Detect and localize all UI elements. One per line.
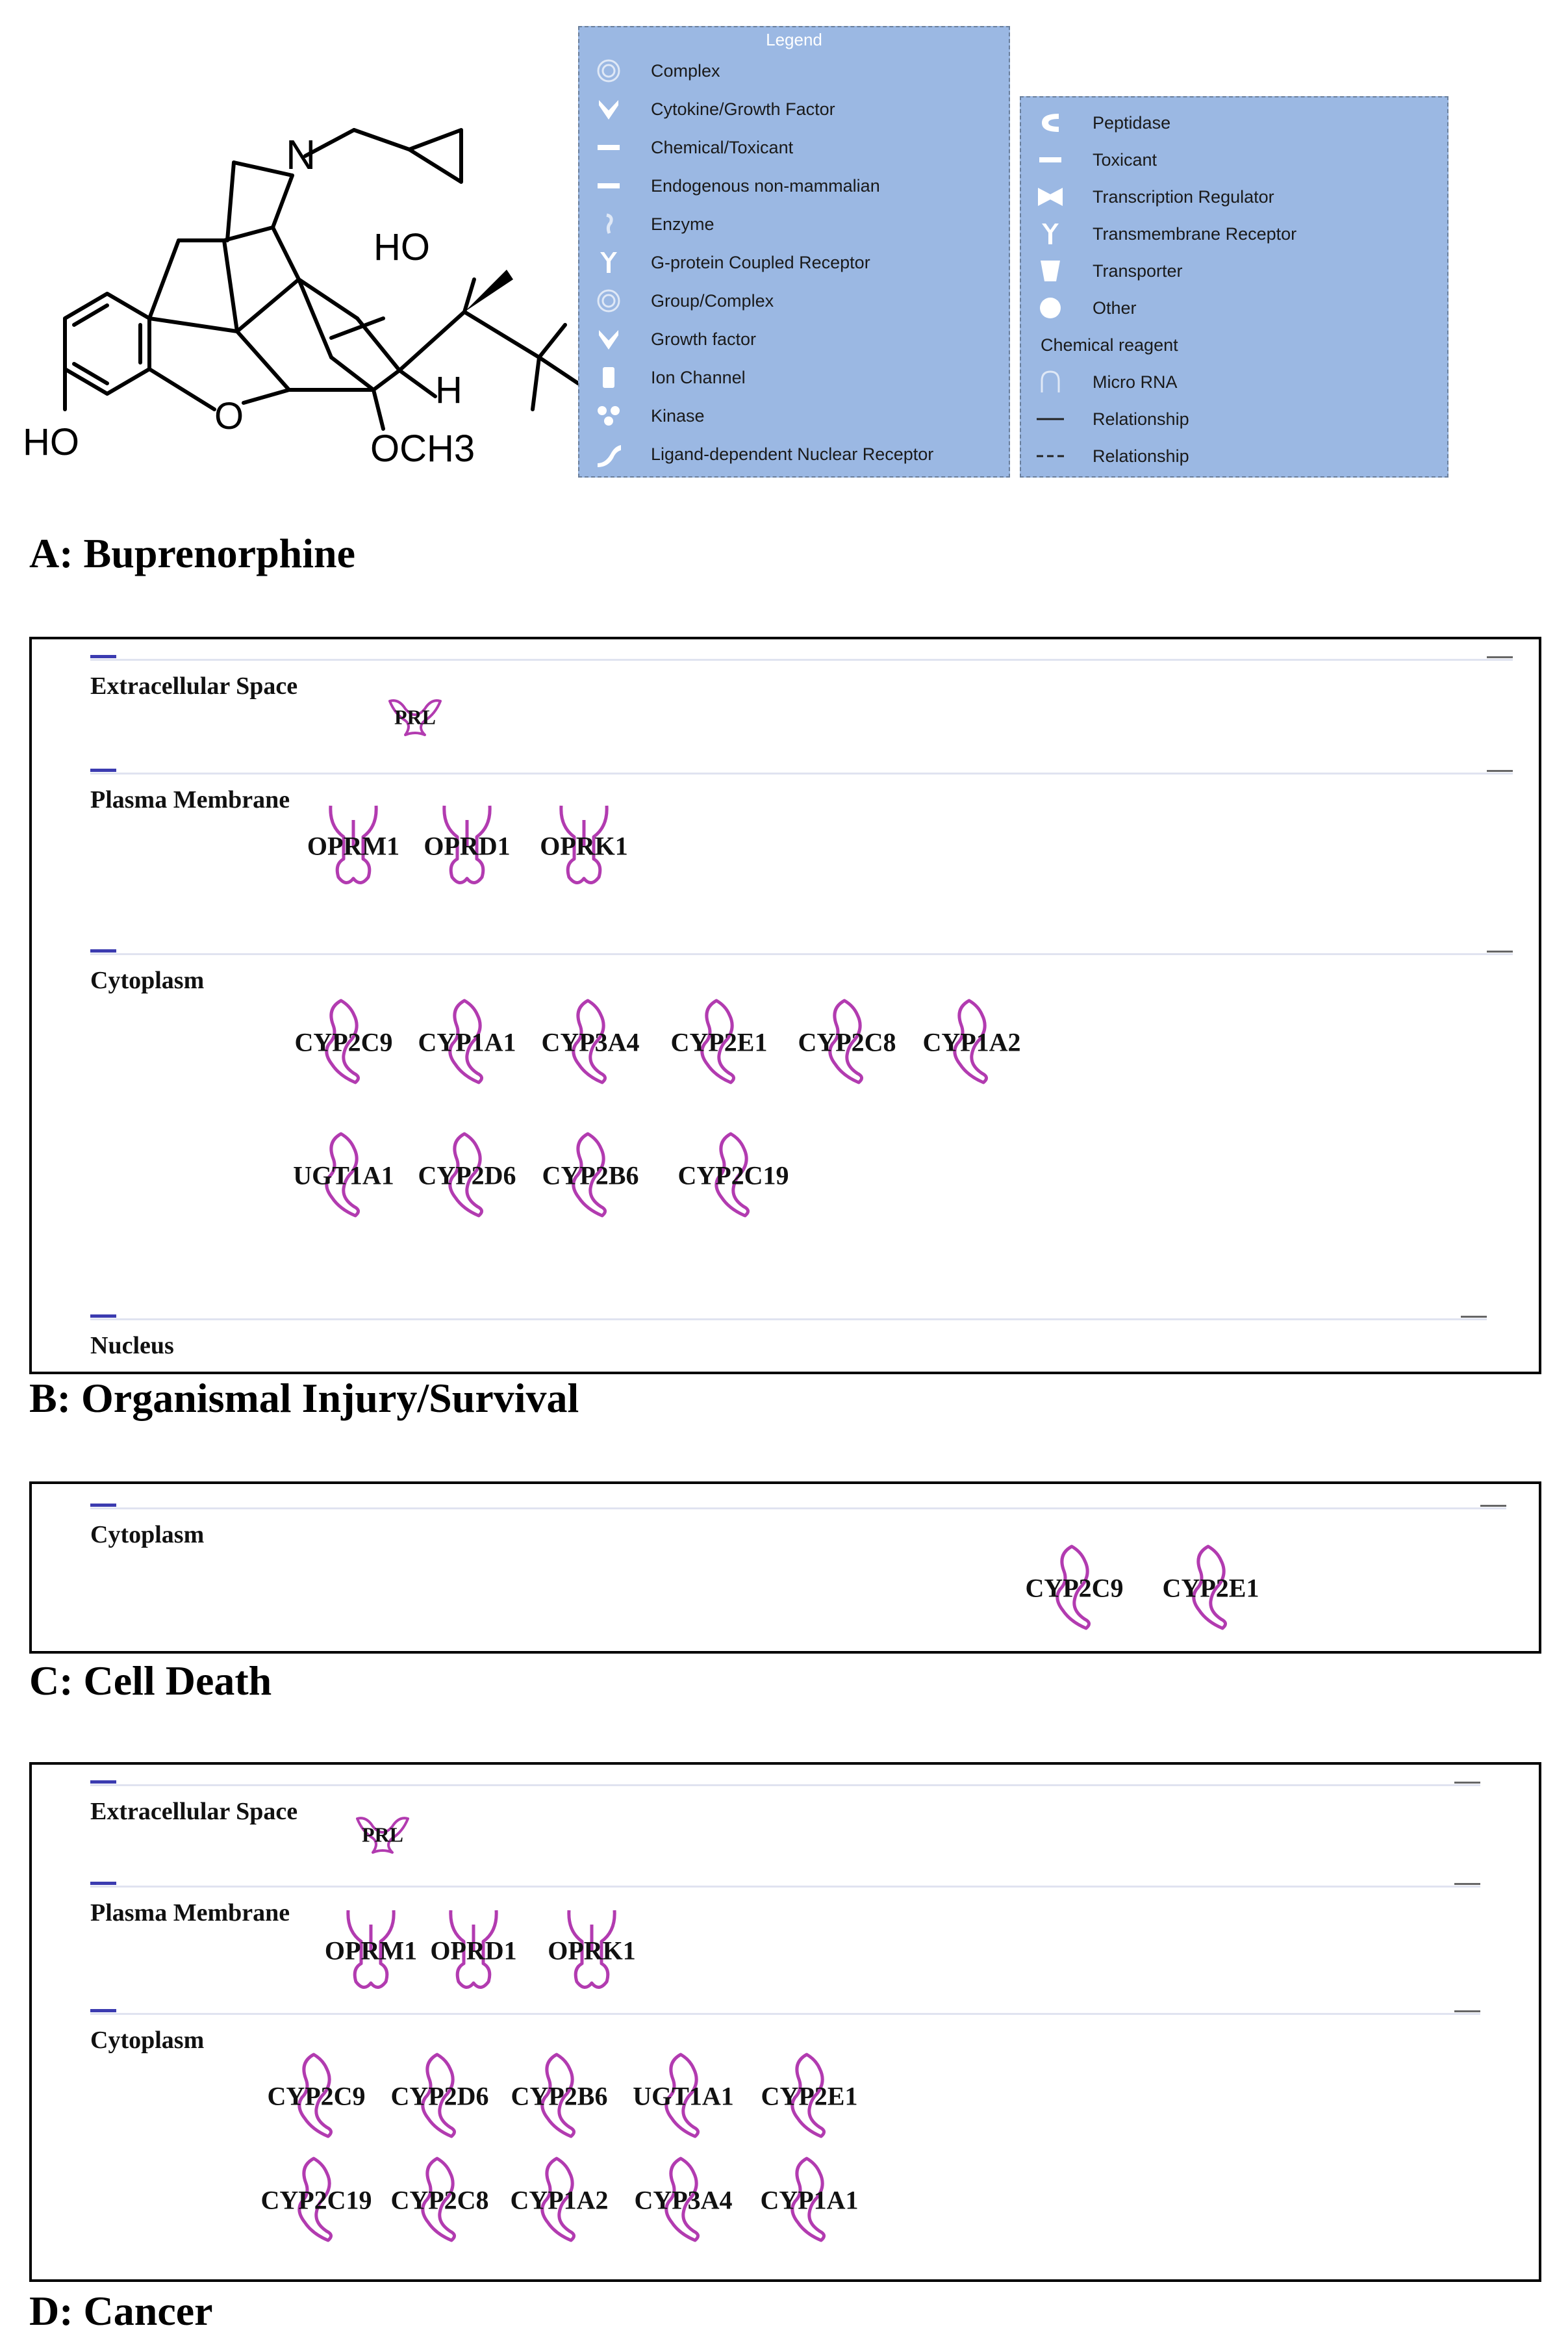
node-label: CYP2C19 [677,1160,789,1190]
legend-item-label: G-protein Coupled Receptor [651,252,870,272]
node-label: CYP2B6 [542,1160,639,1190]
node-label: OPRD1 [430,1936,517,1965]
legend-item [1021,363,1447,401]
endogenous-icon [592,173,625,199]
node-label: CYP2E1 [1162,1573,1259,1603]
node-label: CYP1A1 [418,1027,516,1057]
node-label: PRL [394,705,436,729]
legend-item-label: Complex [651,60,720,81]
enzyme-icon [592,211,625,237]
legend-item-label: Growth factor [651,329,757,349]
node-label: CYP1A1 [760,2185,859,2215]
panel-cell-death [29,1481,1541,1654]
region-divider [90,1886,1480,1888]
node-label: CYP2C19 [260,2185,372,2215]
legend-item [1021,141,1447,179]
region-label: Extracellular Space [90,1798,298,1825]
gpcr-icon [592,250,625,275]
toxicant-icon [1034,147,1067,173]
region-divider [90,1507,1506,1509]
legend-item-label: Other [1093,298,1137,318]
node-label: CYP2C9 [294,1027,393,1057]
node-label: UGT1A1 [633,2081,734,2111]
legend-item [1021,178,1447,216]
region-marker [90,949,116,953]
ion-channel-icon [592,365,625,390]
legend-title: Legend [766,30,822,49]
complex-icon [592,58,625,84]
caption-c: C: Cell Death [29,1658,272,1704]
region-marker-end [1454,1782,1480,1784]
legend-item-label: Toxicant [1093,149,1157,170]
legend-item-label: Relationship [1093,409,1189,429]
node-label: CYP2C8 [798,1027,896,1057]
region-marker [90,1882,116,1885]
panel-cancer [29,1762,1541,2282]
region-marker [90,769,116,772]
node-label: CYP2E1 [670,1027,768,1057]
panel-organismal-injury [29,637,1541,1374]
legend-item [579,320,1009,358]
legend-item-label: Ion Channel [651,367,746,387]
region-marker-end [1487,656,1513,658]
chemical-icon [592,134,625,160]
legend-item [1021,215,1447,253]
legend-item-label: Cytokine/Growth Factor [651,99,835,119]
region-divider [90,2013,1480,2015]
cytokine-icon [592,96,625,122]
region-divider [90,659,1513,661]
region-marker [90,1314,116,1318]
atom-ho-top: HO [373,226,430,268]
kinase-icon [592,403,625,429]
atom-och3: OCH3 [370,428,475,470]
legend-item [579,52,1009,90]
region-marker-end [1480,1505,1506,1507]
legend-item-label: Transporter [1093,261,1183,281]
region-label: Plasma Membrane [90,786,290,813]
caption-d: D: Cancer [29,2288,213,2334]
solid-line-icon [1034,406,1067,432]
legend-item-label: Chemical reagent [1041,335,1178,355]
growth-factor-icon [592,326,625,352]
region-label: Cytoplasm [90,967,205,994]
atom-o-ring: O [214,395,244,437]
legend-item [579,205,1009,243]
node-label: CYP3A4 [634,2185,733,2215]
region-marker-end [1487,770,1513,772]
region-divider [90,773,1513,775]
legend-item [1021,437,1447,475]
peptidase-icon [1034,110,1067,136]
region-divider [90,1784,1480,1786]
node-label: OPRM1 [324,1936,418,1965]
dashed-line-icon [1034,443,1067,469]
legend-item-label: Ligand-dependent Nuclear Receptor [651,444,934,464]
region-marker [90,2009,116,2012]
transcription-regulator-icon [1034,184,1067,210]
transmembrane-receptor-icon [1034,221,1067,247]
legend-item-label: Group/Complex [651,290,774,311]
atom-n: N [286,131,316,178]
node-label: CYP2D6 [390,2081,489,2111]
legend-item [579,397,1009,435]
legend-item-label: Peptidase [1093,112,1171,133]
legend-item-label: Transmembrane Receptor [1093,224,1297,244]
legend-panel-left [578,26,1010,478]
legend-item-label: Micro RNA [1093,372,1178,392]
legend-item-label: Relationship [1093,446,1189,466]
legend-item-label: Kinase [651,405,705,426]
node-label: OPRK1 [540,831,628,861]
region-label: Extracellular Space [90,672,298,700]
legend-item [1021,252,1447,290]
legend-item [579,244,1009,281]
legend-item-label: Chemical/Toxicant [651,137,794,157]
region-marker-end [1454,2010,1480,2012]
atom-ho-bottom: HO [23,421,79,463]
legend-item [579,282,1009,320]
region-label: Cytoplasm [90,1521,205,1548]
node-label: CYP1A2 [510,2185,609,2215]
legend-item [579,359,1009,396]
node-label: CYP2E1 [761,2081,858,2111]
legend-item [579,90,1009,128]
node-label: UGT1A1 [293,1160,394,1190]
legend-item [579,435,1009,473]
legend-item-label: Enzyme [651,214,714,234]
region-label: Cytoplasm [90,2027,205,2054]
node-label: CYP3A4 [541,1027,640,1057]
transporter-icon [1034,258,1067,284]
node-label: CYP2B6 [511,2081,608,2111]
buprenorphine-structure [19,123,578,487]
legend-item-label: Transcription Regulator [1093,186,1274,207]
node-label: CYP2C8 [390,2185,489,2215]
region-divider [90,1318,1487,1320]
region-divider [90,953,1513,955]
legend-item-label: Endogenous non-mammalian [651,175,880,196]
region-label: Plasma Membrane [90,1899,290,1927]
legend-item [1021,326,1447,364]
caption-b: B: Organismal Injury/Survival [29,1375,579,1421]
node-label: OPRD1 [424,831,511,861]
node-label: CYP2D6 [418,1160,516,1190]
legend-item [1021,104,1447,142]
node-label: CYP1A2 [922,1027,1021,1057]
legend-item [579,129,1009,166]
node-label: OPRM1 [307,831,400,861]
group-complex-icon [592,288,625,314]
region-marker-end [1461,1316,1487,1318]
node-label: CYP2C9 [1025,1573,1124,1603]
micro-rna-icon [1034,369,1067,395]
node-label: OPRK1 [548,1936,636,1965]
legend-item [1021,289,1447,327]
atom-h: H [435,369,462,411]
other-icon [1034,295,1067,321]
region-marker-end [1487,951,1513,953]
region-marker [90,1504,116,1507]
caption-a: A: Buprenorphine [29,530,356,576]
region-marker [90,1780,116,1784]
node-label: PRL [362,1823,403,1847]
legend-panel-right [1020,96,1448,478]
region-marker [90,655,116,658]
legend-item [579,167,1009,205]
region-label: Nucleus [90,1332,174,1359]
legend-item [1021,400,1447,438]
node-label: CYP2C9 [267,2081,366,2111]
region-marker-end [1454,1883,1480,1885]
nuclear-receptor-icon [592,441,625,467]
